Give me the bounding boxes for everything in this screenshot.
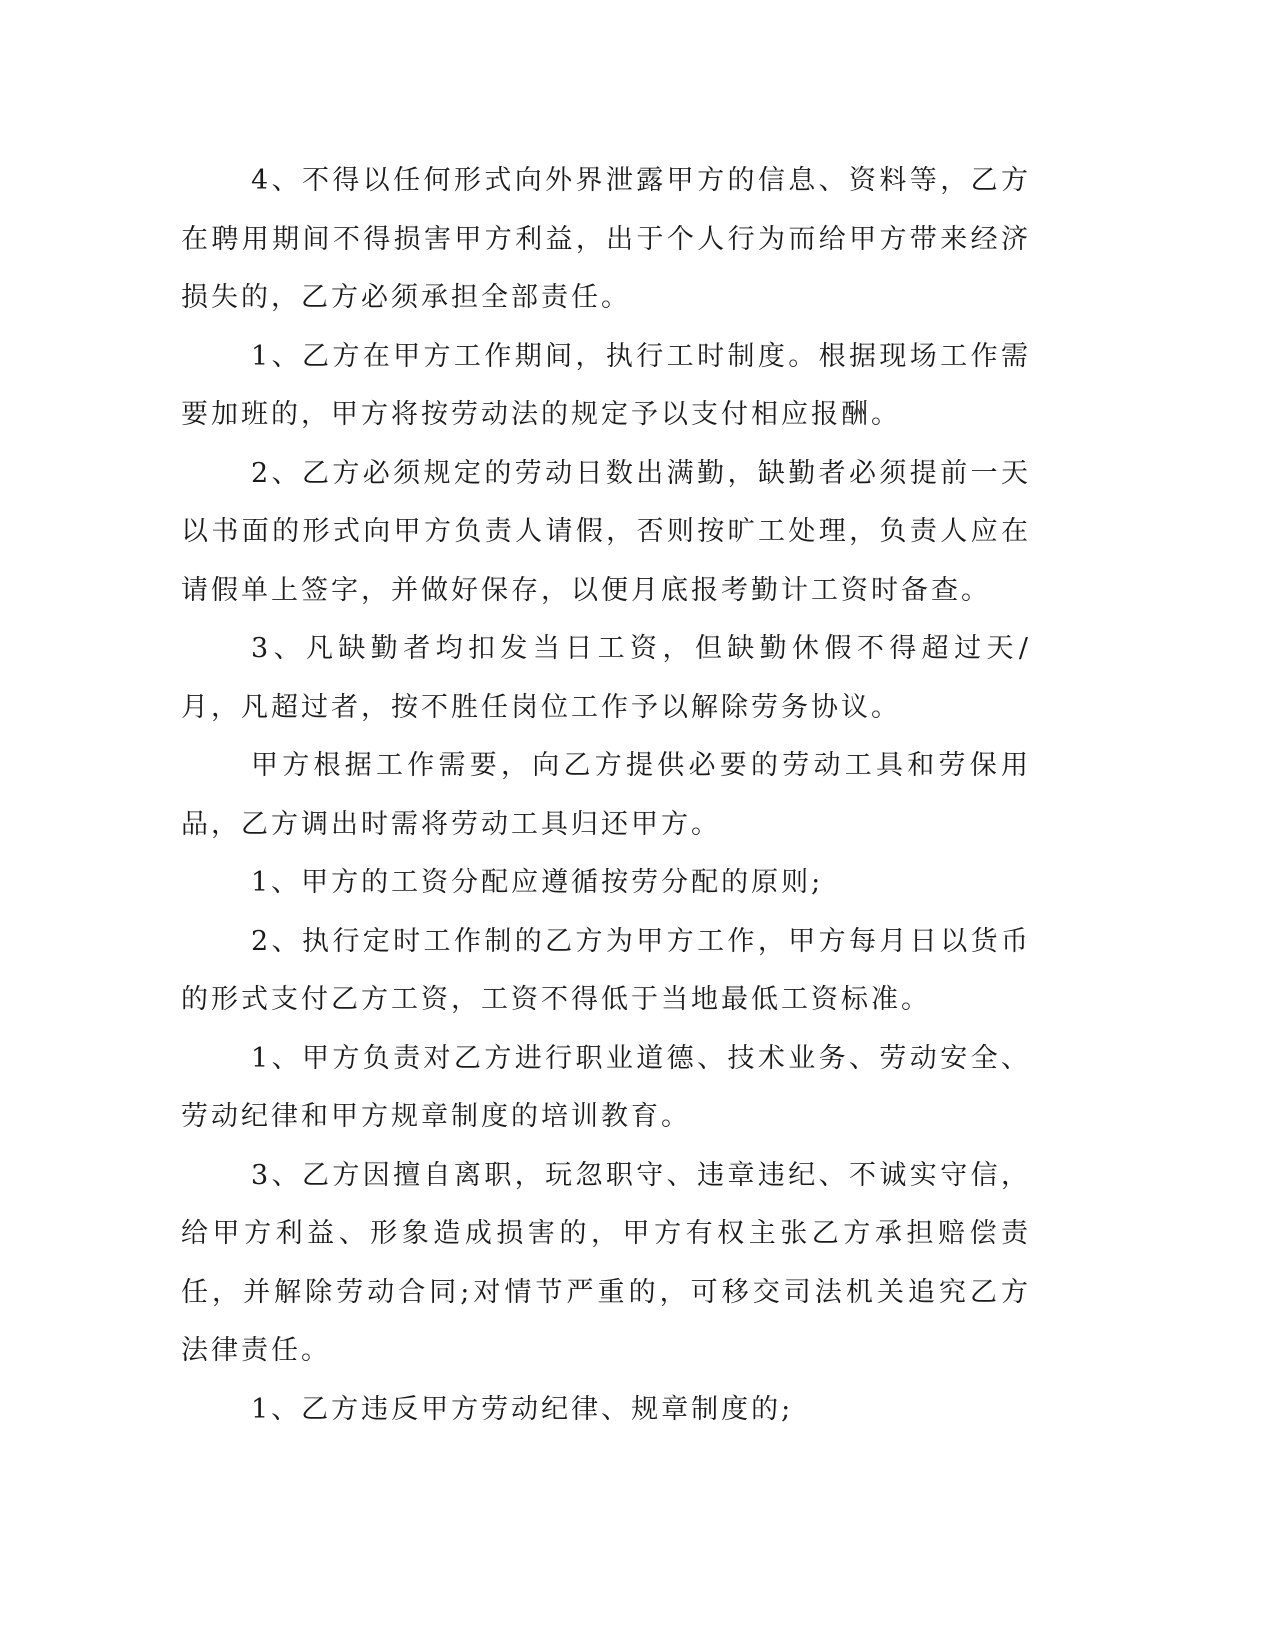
paragraph-working-hours: 1、乙方在甲方工作期间，执行工时制度。根据现场工作需要加班的，甲方将按劳动法的规定予以支付相应报酬。	[181, 340, 1031, 430]
paragraph-absence-deduction: 3、凡缺勤者均扣发当日工资，但缺勤休假不得超过天/月，凡超过者，按不胜任岗位工作予以解除劳务协议。	[181, 633, 1031, 723]
paragraph-wage-principle: 1、甲方的工资分配应遵循按劳分配的原则;	[251, 867, 824, 898]
paragraph-confidentiality: 4、不得以任何形式向外界泄露甲方的信息、资料等，乙方在聘用期间不得损害甲方利益，出于个人行为而给甲方带来经济损失的，乙方必须承担全部责任。	[181, 165, 1031, 313]
paragraph-wage-payment: 2、执行定时工作制的乙方为甲方工作，甲方每月日以货币的形式支付乙方工资，工资不得低于当地最低工资标准。	[181, 925, 1031, 1015]
paragraph-violation: 1、乙方违反甲方劳动纪律、规章制度的;	[251, 1393, 794, 1425]
paragraph-labor-tools: 甲方根据工作需要，向乙方提供必要的劳动工具和劳保用品，乙方调出时需将劳动工具归还甲方。	[181, 750, 1031, 840]
paragraph-liability: 3、乙方因擅自离职，玩忽职守、违章违纪、不诚实守信，给甲方利益、形象造成损害的，甲方有权主张乙方承担赔偿责任，并解除劳动合同;对情节严重的，可移交司法机关追究乙方法律责任。	[181, 1159, 1031, 1366]
paragraph-training: 1、甲方负责对乙方进行职业道德、技术业务、劳动安全、劳动纪律和甲方规章制度的培训教育。	[181, 1042, 1031, 1132]
document-body	[181, 152, 1031, 1439]
paragraph-attendance: 2、乙方必须规定的劳动日数出满勤，缺勤者必须提前一天以书面的形式向甲方负责人请假，否则按旷工处理，负责人应在请假单上签字，并做好保存，以便月底报考勤计工资时备查。	[181, 457, 1031, 606]
